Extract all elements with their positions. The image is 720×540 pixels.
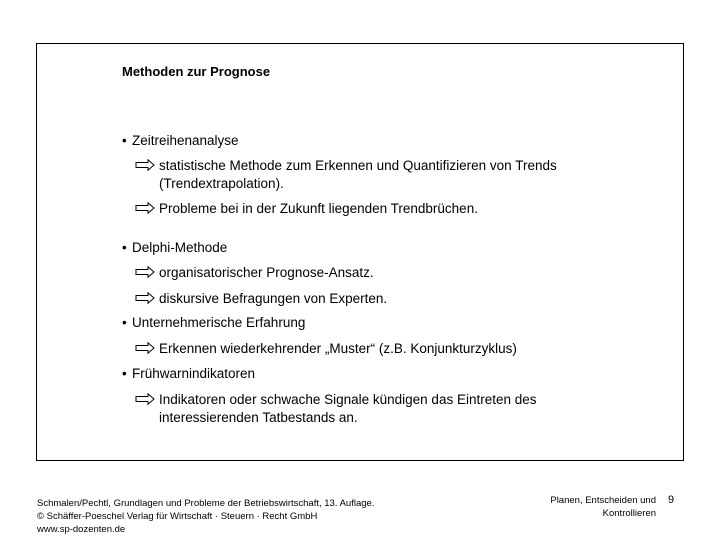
sub-item-text: organisatorischer Prognose-Ansatz. [159,265,374,280]
sub-item-text: Erkennen wiederkehrender „Muster“ (z.B. Konjunkturzyklus) [159,341,517,356]
sub-item-text: (Trendextrapolation). [159,176,284,191]
bullet-label: Zeitreihenanalyse [132,133,239,148]
outline-right-arrow-icon [135,202,155,214]
sub-item-text: Indikatoren oder schwache Signale kündigen das Eintreten des [159,392,537,407]
outline-right-arrow-icon [135,393,155,405]
bullet-dot: • [122,315,127,330]
bullet-dot: • [122,240,127,255]
page-number: 9 [668,494,675,506]
bullet-label: Frühwarnindikatoren [132,366,256,381]
sub-item-text: diskursive Befragungen von Experten. [159,291,388,306]
sub-item-text: interessierenden Tatbestands an. [159,410,358,425]
bullet-dot: • [122,133,127,148]
bullet-delphi-methode [122,240,227,255]
bullet-dot: • [122,366,127,381]
footer-chapter [530,494,656,520]
outline-right-arrow-icon [135,159,155,171]
sub-item-text: Probleme bei in der Zukunft liegenden Trendbrüchen. [159,201,478,216]
bullet-label: Delphi-Methode [132,240,228,255]
outline-right-arrow-icon [135,292,155,304]
bullet-unternehmerische-erfahrung [122,315,305,330]
bullet-fruehwarnindikatoren [122,366,255,381]
footer-citation [37,497,374,536]
footer-chapter-line: Kontrollieren [602,508,656,519]
footer-line: © Schäffer-Poeschel Verlag für Wirtschaft · Steuern · Recht GmbH [37,511,318,522]
bullet-label: Unternehmerische Erfahrung [132,315,306,330]
outline-right-arrow-icon [135,342,155,354]
bullet-zeitreihenanalyse [122,133,239,148]
footer-chapter-line: Planen, Entscheiden und [550,495,656,506]
footer-line: Schmalen/Pechtl, Grundlagen und Probleme der Betriebswirtschaft, 13. Auflage. [37,498,375,509]
sub-item-text: statistische Methode zum Erkennen und Quantifizieren von Trends [159,158,557,173]
footer-line: www.sp-dozenten.de [37,524,126,535]
slide-title: Methoden zur Prognose [122,64,271,79]
outline-right-arrow-icon [135,266,155,278]
